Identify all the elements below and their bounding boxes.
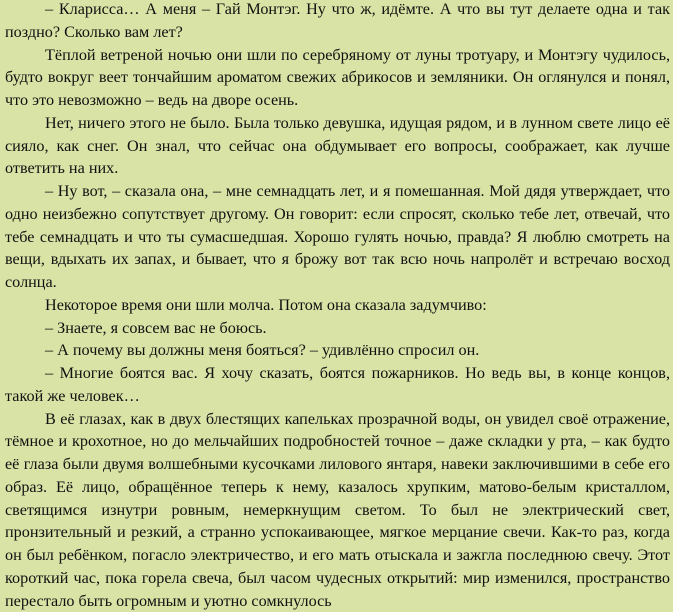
- paragraph: – Знаете, я совсем вас не боюсь.: [45, 318, 267, 337]
- paragraph: – Многие боятся вас. Я хочу сказать, боятся пожарников. Но ведь вы, в конце концов, такой же человек…: [5, 364, 670, 405]
- paragraph: – Кларисса… А меня – Гай Монтэг. Ну что ж, идёмте. А что вы тут делаете одна и так поздно? Сколько вам лет?: [5, 0, 670, 41]
- paragraph: Некоторое время они шли молча. Потом она сказала задумчиво:: [45, 295, 487, 314]
- paragraph: Тёплой ветреной ночью они шли по серебряному от луны тротуару, и Монтэгу чудилось, будто вокруг веет тончайшим ароматом свежих абрикосов и земляники. Он оглянулся и понял, что это невозможно – ведь на дворе осень.: [5, 45, 670, 109]
- text-body: [5, 0, 670, 612]
- paragraph: – Ну вот, – сказала она, – мне семнадцать лет, и я помешанная. Мой дядя утверждает, что одно неизбежно сопутствует другому. Он говорит: если спросят, сколько тебе лет, отвечай, что тебе семнадцать и что ты сумасшедшая. Хорошо гулять ночью, правда? Я люблю смотреть на вещи, вдыхать их запах, и бывает, что я брожу вот так всю ночь напролёт и встречаю восход солнца.: [5, 182, 670, 291]
- paragraph: В её глазах, как в двух блестящих капельках прозрачной воды, он увидел своё отражение, тёмное и крохотное, но до мельчайших подробностей точное – даже складки у рта, – как будто её глаза были двумя волшебными кусочками лилового янтаря, навеки заключившими в себе его образ. Её лицо, обращённое теперь к нему, казалось хрупким, матово-белым кристаллом, светящимся изнутри ровным, немеркнущим светом. То был не электрический свет, пронзительный и резкий, а странно успокаивающее, мягкое мерцание свечи. Как-то раз, когда он был ребёнком, погасло электричество, и его мать отыскала и зажгла последнюю свечу. Этот короткий час, пока горела свеча, был часом чудесных открытий: мир изменился, пространство перестало быть огромным и уютно сомкнулось: [5, 409, 670, 610]
- paragraph: Нет, ничего этого не было. Была только девушка, идущая рядом, и в лунном свете лицо её сияло, как снег. Он знал, что сейчас она обдумывает его вопросы, соображает, как лучше ответить на них.: [5, 113, 670, 178]
- paragraph: – А почему вы должны меня бояться? – удивлённо спросил он.: [45, 341, 480, 360]
